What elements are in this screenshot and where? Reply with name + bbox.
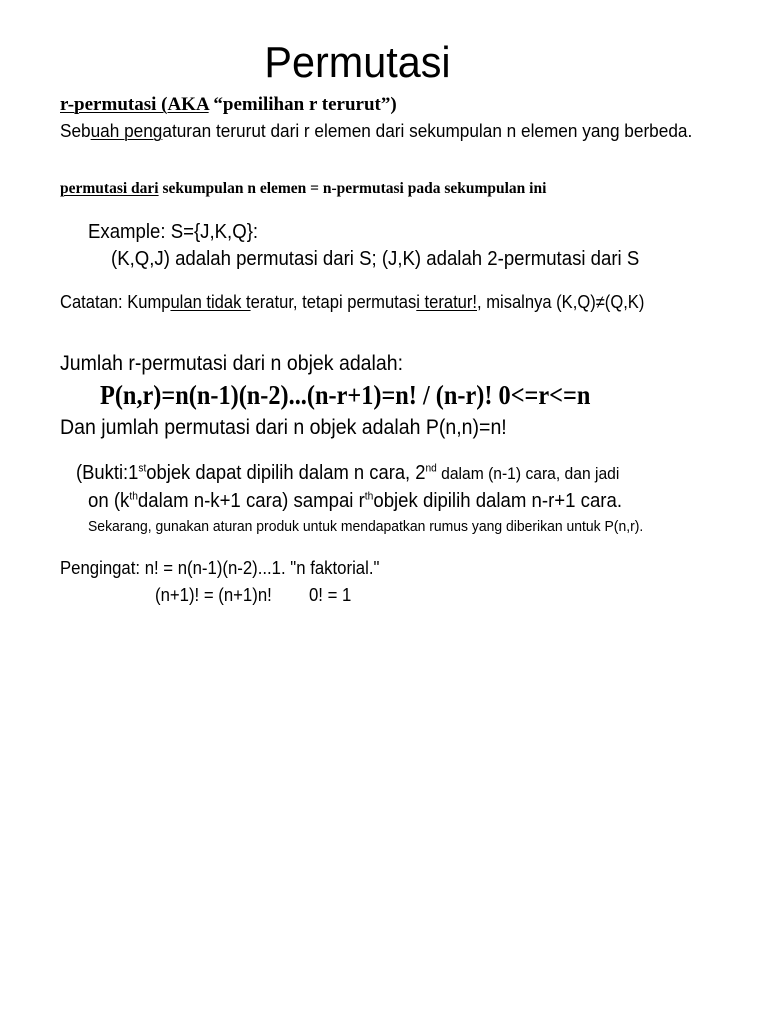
permutation-of-set-definition xyxy=(60,180,546,198)
proof-1-part-3: dalam (n-1) cara, dan jadi xyxy=(436,464,620,483)
definition-text-part-1: Seb xyxy=(60,120,91,141)
proof-line-2 xyxy=(88,490,622,513)
reminder-line-1: Pengingat: n! = n(n-1)(n-2)...1. "n faktorial." xyxy=(60,558,380,578)
reminder-factorial-recurrence: (n+1)! = (n+1)n! xyxy=(155,585,272,605)
proof-1-sup-1: st xyxy=(138,462,147,475)
proof-2-part-1: on (k xyxy=(88,490,130,512)
proof-1-part-2: objek dapat dipilih dalam n cara, 2 xyxy=(146,462,426,484)
proof-2-sup-1: th xyxy=(129,490,138,503)
proof-line-3: Sekarang, gunakan aturan produk untuk mendapatkan rumus yang diberikan untuk P(n,r). xyxy=(88,518,644,535)
count-intro: Jumlah r-permutasi dari n objek adalah: xyxy=(60,352,404,375)
note-underlined-1: ulan tidak t xyxy=(170,292,251,312)
definition-text-part-2: aturan terurut dari r elemen dari sekumpulan n elemen yang berbeda. xyxy=(162,120,693,141)
permutation-of-set-rest: sekumpulan n elemen = n-permutasi pada sekumpulan ini xyxy=(158,180,547,197)
reminder-line-2 xyxy=(155,585,351,606)
note-part-2: eratur, tetapi permutas xyxy=(250,292,417,312)
definition-heading-alias: “pemilihan r terurut”) xyxy=(208,94,397,115)
count-all-permutations: Dan jumlah permutasi dari n objek adalah P(n,n)=n! xyxy=(60,416,507,439)
definition-heading xyxy=(60,94,397,116)
note-part-1: Catatan: Kump xyxy=(60,292,171,312)
permutation-of-set-term: permutasi dari xyxy=(60,180,159,197)
note-text xyxy=(60,292,644,313)
note-underlined-2: i teratur! xyxy=(416,292,478,312)
example-heading: Example: S={J,K,Q}: xyxy=(88,221,259,243)
proof-1-part-1: (Bukti:1 xyxy=(76,462,139,484)
proof-2-part-3: objek dipilih dalam n-r+1 cara. xyxy=(373,490,623,512)
permutation-formula: P(n,r)=n(n-1)(n-2)...(n-r+1)=n! / (n-r)! 0<=r<=n xyxy=(100,380,591,410)
definition-heading-term: r-permutasi (AKA xyxy=(60,94,209,115)
proof-1-sup-2: nd xyxy=(425,462,437,475)
definition-text-underlined: uah peng xyxy=(90,120,163,141)
reminder-zero-factorial: 0! = 1 xyxy=(308,585,352,605)
proof-2-sup-2: th xyxy=(364,490,374,503)
note-part-3: , misalnya (K,Q)≠(Q,K) xyxy=(477,292,645,312)
definition-text xyxy=(60,120,692,142)
example-detail: (K,Q,J) adalah permutasi dari S; (J,K) adalah 2-permutasi dari S xyxy=(111,248,640,270)
proof-line-1 xyxy=(76,462,619,485)
proof-2-part-2: dalam n-k+1 cara) sampai r xyxy=(137,490,365,512)
page-title: Permutasi xyxy=(264,38,451,87)
